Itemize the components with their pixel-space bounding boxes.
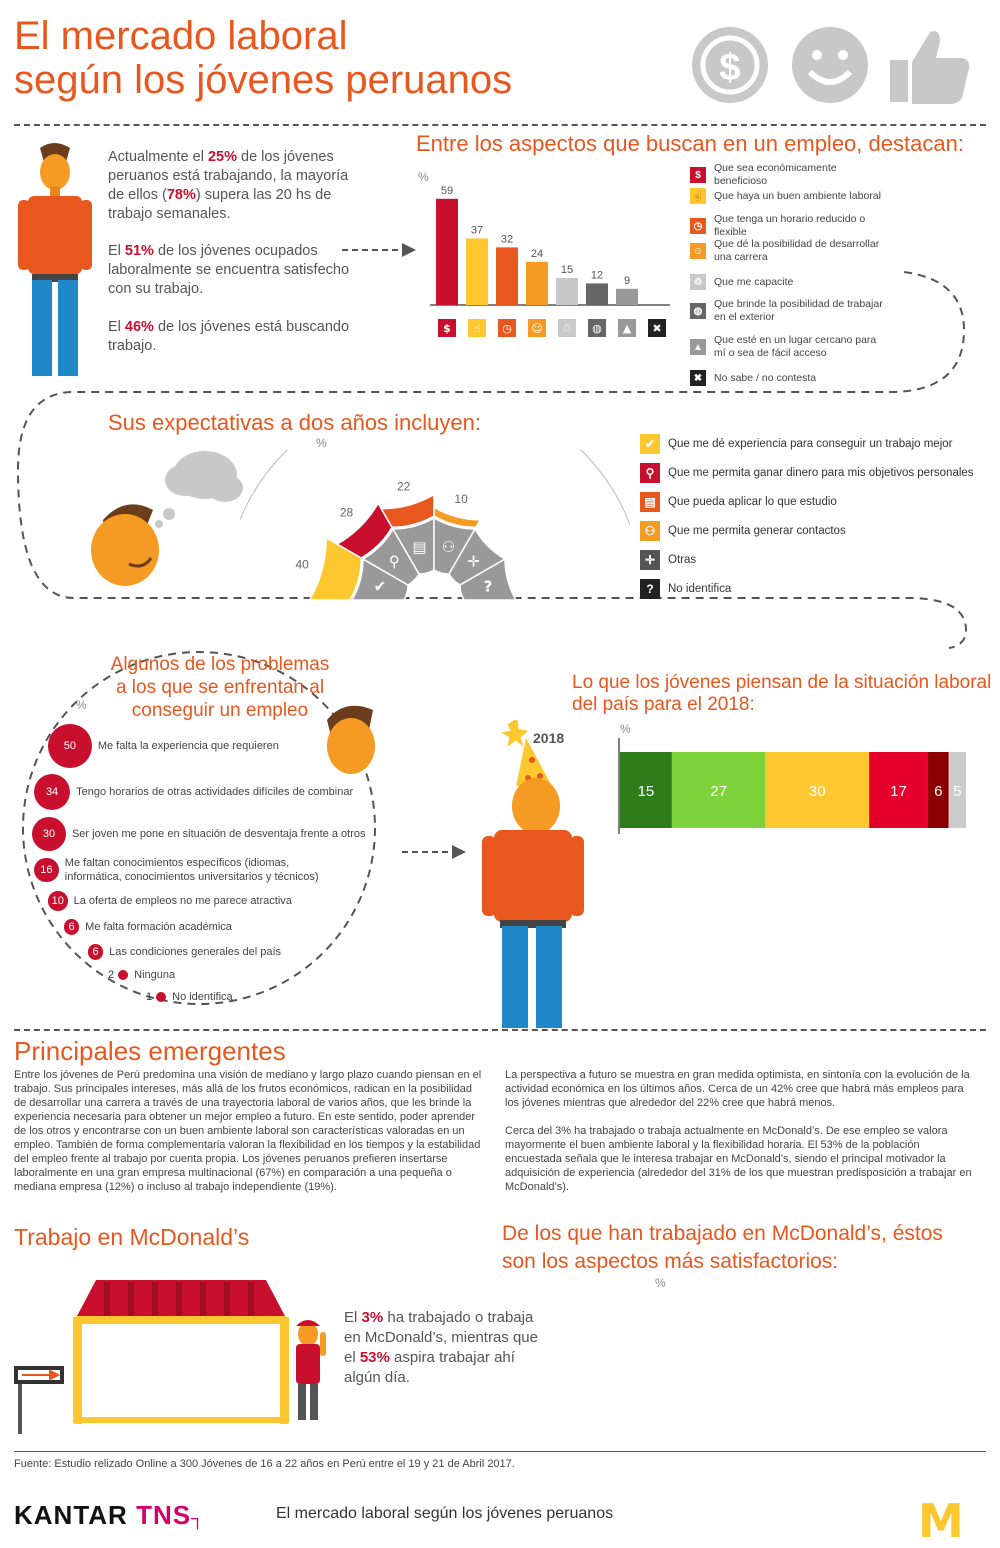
problem-item [48, 891, 374, 911]
expectations-legend-item [640, 521, 846, 541]
aspects-legend-item [690, 238, 890, 264]
problem-item [88, 944, 409, 959]
divider [14, 124, 986, 126]
svg-text:✖: ✖ [652, 322, 662, 335]
clock-icon: ◷ [690, 218, 706, 234]
aspects-title: Entre los aspectos que buscan en un empleo, destacan: [416, 131, 964, 156]
aspects-legend-label: Que sea económicamente beneficioso [714, 162, 837, 187]
expectations-legend-item [640, 579, 731, 599]
expectations-title: Sus expectativas a dos años incluyen: [108, 410, 482, 435]
problem-value-circle: 30 [32, 817, 66, 851]
expectation-value-label: 28 [339, 505, 354, 520]
svg-text:♲: ♲ [562, 322, 572, 335]
mcd-title: Trabajo en McDonald’s [14, 1224, 250, 1250]
emergentes-right-text-1: La perspectiva a futuro se muestra en gran medida optimista, en sintonía con la evolución de la actividad económica en los últimos años. Cerca de un 42% cree que habrá más empleos para los jóvenes mientras que alrededor del 22% cree que habrá menos. [505, 1069, 970, 1109]
arrow-connector [340, 240, 420, 260]
aspects-legend-label: Que dé la posibilidad de desarrollar una carrera [714, 238, 880, 263]
emergentes-right-text-2: Cerca del 3% ha trabajado o trabaja actualmente en McDonald’s. De ese empleo se valora mayormente el buen ambiente laboral y la flexibilidad horaria. El 53% de la población encuestada señala que le interesa trabajar en McDonald’s, siendo el principal motivador la adquisición de experiencia (alrededor del 31% de los que muestran predisposición a trabajar en McDonald’s). [505, 1125, 972, 1193]
expectation-value-label: 10 [454, 491, 468, 506]
training-icon: ♲ [690, 274, 706, 290]
svg-text:☺: ☺ [531, 322, 543, 335]
situation-value-label: 17 [890, 783, 907, 800]
expectation-legend-icon: ⚲ [640, 463, 660, 483]
aspects-unit: % [418, 170, 429, 184]
problem-item [32, 817, 372, 851]
svg-text:⚲: ⚲ [388, 552, 400, 571]
aspect-value-label: 59 [440, 185, 454, 197]
problem-item [48, 724, 398, 768]
store-illustration [14, 1270, 344, 1440]
svg-text:◷: ◷ [502, 322, 512, 335]
thumbs-up-icon [890, 31, 969, 104]
location-icon: ▲ [690, 339, 706, 355]
svg-text:▲: ▲ [622, 322, 632, 335]
mcd-text: El 3% ha trabajado o trabaja en McDonald’s, mientras que el 53% aspira trabajar ahí algún día. [344, 1309, 538, 1386]
problem-value-circle: 34 [34, 774, 70, 810]
expectation-value-label: 22 [396, 479, 411, 494]
aspect-value-label: 37 [470, 224, 484, 237]
problem-item [34, 774, 376, 810]
problem-value-dot [118, 970, 128, 980]
aspect-value-label: 9 [623, 274, 631, 287]
svg-text:✔: ✔ [373, 577, 387, 596]
problems-unit: % [76, 698, 87, 712]
x-icon: ✖ [690, 370, 706, 386]
problem-label: Ninguna [134, 969, 176, 981]
problem-value-circle: 16 [34, 858, 59, 883]
expectation-legend-icon: ⚇ [640, 521, 660, 541]
expectations-legend-label: Que pueda aplicar lo que estudio [668, 496, 837, 508]
aspects-legend-label: Que haya un buen ambiente laboral [714, 189, 881, 202]
thinking-boy-illustration [85, 440, 245, 600]
problem-value-label: 2 [108, 969, 115, 981]
problem-label: Tengo horarios de otras actividades difíciles de combinar [76, 785, 354, 798]
problem-label: La oferta de empleos no me parece atractiva [73, 894, 292, 907]
svg-text:$: $ [443, 322, 451, 335]
problem-label: Ser joven me pone en situación de desventaja frente a otros [71, 827, 366, 840]
thumbs-up-icon: ☝ [690, 188, 706, 204]
situation-title: Lo que los jóvenes piensan de la situación laboral del país para el 2018: [572, 672, 992, 715]
expectations-legend-label: Que me dé experiencia para conseguir un trabajo mejor [668, 438, 953, 450]
mcdonalds-logo: M [918, 1494, 964, 1548]
svg-text:?: ? [483, 577, 493, 596]
satisf-unit: % [655, 1276, 666, 1290]
problem-item [34, 858, 335, 883]
expectation-legend-icon: ▤ [640, 492, 660, 512]
intro-paragraph-2: El 51% de los jóvenes ocupados laboralmente se encuentra satisfecho con su trabajo. [108, 243, 350, 297]
aspects-legend-label: Que brinde la posibilidad de trabajar en el exterior [714, 298, 883, 323]
emergentes-title: Principales emergentes [14, 1036, 286, 1066]
globe-icon: ◍ [690, 303, 706, 319]
aspect-value-label: 32 [500, 233, 514, 246]
aspects-legend-item [690, 213, 890, 239]
aspects-legend-label: Que me capacite [714, 275, 794, 288]
problem-value-dot [156, 992, 166, 1002]
aspect-value-label: 24 [530, 247, 544, 260]
problem-item [146, 992, 472, 1002]
svg-text:$: $ [719, 47, 741, 89]
arrow-connector-2 [400, 842, 470, 862]
expectations-legend-label: Que me permita ganar dinero para mis objetivos personales [668, 467, 974, 479]
expectations-legend-label: No identifica [668, 583, 732, 595]
intro-paragraph-1: Actualmente el 25% de los jóvenes peruanos está trabajando, la mayoría de ellos (78%) supera las 20 hs de trabajo semanales. [108, 149, 349, 222]
problem-item [108, 970, 434, 980]
satisf-title: De los que han trabajado en McDonald’s, éstos son los aspectos más satisfactorios: [502, 1222, 943, 1273]
smiley-icon [792, 27, 868, 103]
problem-value-label: 1 [146, 991, 153, 1003]
problem-label: Me faltan conocimientos específicos (idiomas, informática, conocimientos universitarios y técnicos) [64, 857, 319, 883]
expectations-unit: % [316, 436, 327, 450]
aspect-value-label: 12 [590, 269, 604, 282]
situation-value-label: 15 [637, 783, 655, 800]
situation-stacked-bar [618, 738, 968, 838]
party-boy-illustration [470, 720, 600, 1030]
emergentes-left-text: Entre los jóvenes de Perú predomina una visión de mediano y largo plazo cuando piensan en el trabajo. Sus principales intereses, más allá de los frutos económicos, radican en la posibilidad de desarrollar una carrera a través de una trayectoria laboral de varios años, que les brinde la experiencia necesaria para obtener un mejor empleo a futuro. En este sentido, poder aprender de los otros y encontrarse con un buen ambiente laboral son características valoradas en un empleo. También de forma complementaria valoran la flexibilidad en los tiempos y la estabilidad del empleo frente al trabajo por cuenta propia. Los jóvenes peruanos prefieren insertarse laboralmente en una gran empresa multinacional (67%) en comparación a una pequeña o mediana empresa (12%) o incluso al trabajo independiente (19%). [14, 1069, 482, 1193]
aspects-legend-label: No sabe / no contesta [714, 371, 817, 384]
problem-value-circle: 50 [48, 724, 92, 768]
dollar-icon: $ [690, 167, 706, 183]
source-note: Fuente: Estudio relizado Online a 300 Jóvenes de 16 a 22 años en Perú entre el 19 y 21 de Abril 2017. [14, 1458, 515, 1470]
aspects-legend-label: Que tenga un horario reducido o flexible [714, 213, 866, 238]
expectations-legend-item [640, 492, 837, 512]
kantar-logo: KANTAR TNS┐ [14, 1500, 205, 1530]
header-icons [690, 20, 990, 110]
expectations-legend-label: Que me permita generar contactos [668, 525, 846, 537]
expectations-legend-label: Otras [668, 554, 697, 566]
svg-text:▤: ▤ [412, 537, 427, 556]
aspects-legend-label: Que esté en un lugar cercano para mí o sea de fácil acceso [714, 334, 877, 359]
expectation-value-label: 40 [295, 557, 309, 572]
svg-text:☝: ☝ [473, 322, 481, 335]
aspects-legend-item [690, 162, 890, 188]
problem-value-circle: 6 [88, 944, 103, 959]
problem-label: No identifica [172, 991, 233, 1003]
problem-label: Me falta formación académica [85, 920, 232, 933]
problem-item [64, 919, 385, 934]
expectations-legend-item [640, 434, 952, 454]
footer-tagline: El mercado laboral según los jóvenes peruanos [276, 1505, 614, 1522]
expectations-pie-chart [240, 450, 630, 610]
expectations-legend-item [640, 550, 696, 570]
expectation-legend-icon: ? [640, 579, 660, 599]
dollar-icon [692, 27, 768, 103]
problem-label: Me falta la experiencia que requieren [97, 739, 279, 752]
svg-text:◍: ◍ [592, 322, 602, 335]
situation-value-label: 27 [710, 783, 727, 800]
aspect-value-label: 15 [560, 264, 574, 276]
expectation-legend-icon: ✔ [640, 434, 660, 454]
intro-paragraph-3: El 46% de los jóvenes está buscando trabajo. [108, 319, 350, 354]
problems-title: Algunos de los problemas a los que se enfrentan al conseguir un empleo [110, 654, 330, 721]
situation-unit: % [620, 722, 631, 736]
page-title: El mercado laboral según los jóvenes peruanos [14, 14, 513, 102]
situation-value-label: 6 [934, 783, 943, 800]
expectation-legend-icon: ✛ [640, 550, 660, 570]
svg-text:⚇: ⚇ [441, 537, 456, 556]
footer-divider [14, 1451, 986, 1452]
problem-label: Las condiciones generales del país [109, 945, 282, 958]
expectations-legend-item [640, 463, 974, 483]
divider-2 [14, 1029, 986, 1031]
problem-value-circle: 6 [64, 919, 79, 934]
aspects-legend-item [690, 188, 890, 204]
situation-value-label: 5 [953, 783, 962, 800]
problem-value-circle: 10 [48, 891, 68, 911]
svg-text:✛: ✛ [467, 552, 480, 571]
situation-value-label: 30 [808, 783, 826, 800]
hat-year-label: 2018 [533, 730, 565, 746]
career-icon: ☺ [690, 243, 706, 259]
